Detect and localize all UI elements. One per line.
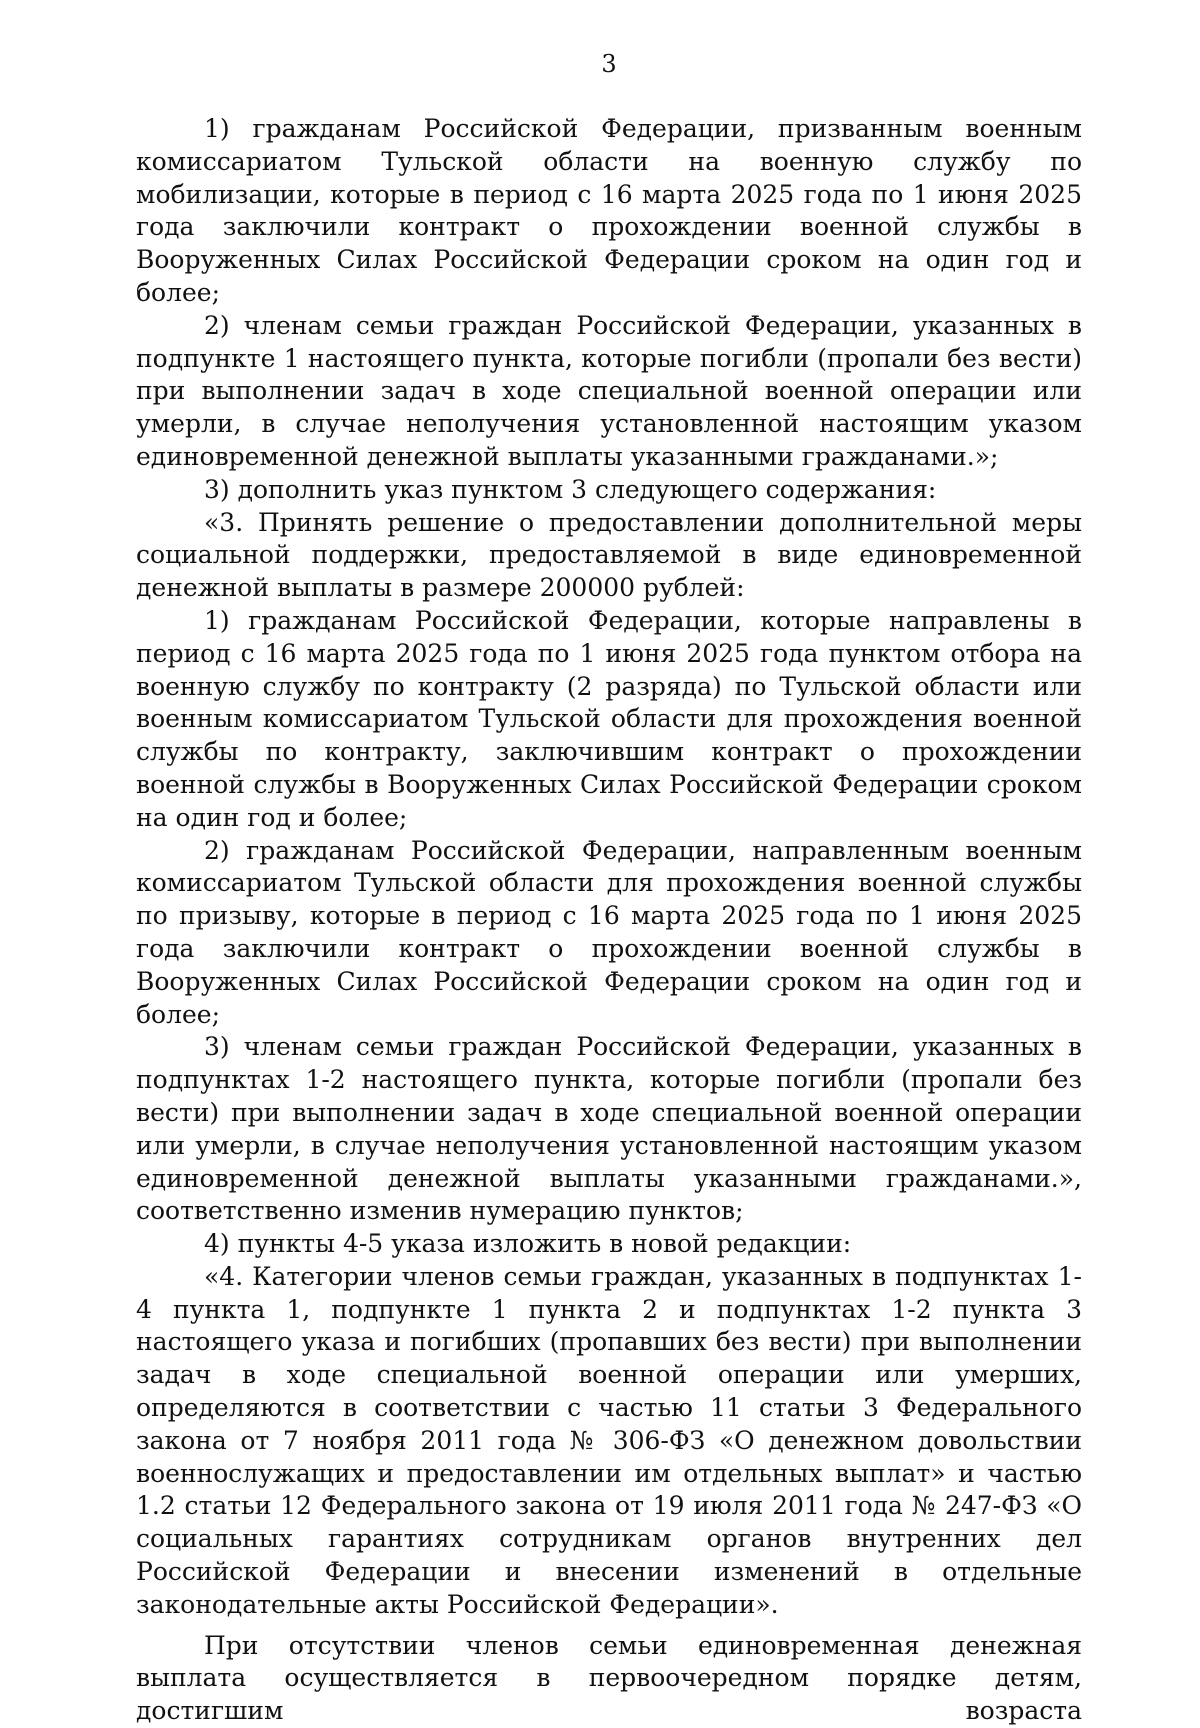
paragraph-1-citizens-mobilization: 1) гражданам Российской Федерации, призванным военным комиссариатом Тульской области на военную службу по мобилизации, которые в период с 16 марта 2025 года по 1 июня 2025 года заключили контракт о прохождении военной службы в Вооруженных Силах Российской Федерации сроком на один год и более;: [136, 114, 1082, 307]
paragraph-10-no-family-members: При отсутствии членов семьи единовременная денежная выплата осуществляется в первоочередном порядке детям, достигшим возраста: [136, 1630, 1082, 1726]
paragraph-8-points-revision: 4) пункты 4-5 указа изложить в новой редакции:: [204, 1229, 852, 1259]
paragraph-3-amend-decree: 3) дополнить указ пунктом 3 следующего содержания:: [204, 474, 937, 504]
paragraph-5-contract-citizens: 1) гражданам Российской Федерации, которые направлены в период с 16 марта 2025 года по 1 июня 2025 года пунктом отбора на военную службу по контракту (2 разряда) по Тульской области или военным комиссариатом Тульской области для прохождения военной службы по контракту, заключившим контракт о прохождении военной службы в Вооруженных Силах Российской Федерации сроком на один год и более;: [136, 605, 1082, 832]
paragraph-2-family-members: 2) членам семьи граждан Российской Федерации, указанных в подпункте 1 настоящего пункта, которые погибли (пропали без вести) при выполнении задач в ходе специальной военной операции или умерли, в случае неполучения установленной настоящим указом единовременной денежной выплаты указанными гражданами.»;: [136, 310, 1082, 471]
document-body: [136, 113, 1082, 1728]
paragraph-6-conscription-citizens: 2) гражданам Российской Федерации, направленным военным комиссариатом Тульской области для прохождения военной службы по призыву, которые в период с 16 марта 2025 года по 1 июня 2025 года заключили контракт о прохождении военной службы в Вооруженных Силах Российской Федерации сроком на один год и более;: [136, 835, 1082, 1029]
paragraph-7-family-members: 3) членам семьи граждан Российской Федерации, указанных в подпунктах 1-2 настоящего пункта, которые погибли (пропали без вести) при выполнении задач в ходе специальной военной операции или умерли, в случае неполучения установленной настоящим указом единовременной денежной выплаты указанными гражданами.», соответственно изменив нумерацию пунктов;: [136, 1032, 1082, 1226]
paragraph-9-family-categories: «4. Категории членов семьи граждан, указанных в подпунктах 1-4 пункта 1, подпункте 1 пункта 2 и подпунктах 1-2 пункта 3 настоящего указа и погибших (пропавших без вести) при выполнении задач в ходе специальной военной операции или умерших, определяются в соответствии с частью 11 статьи 3 Федерального закона от 7 ноября 2011 года № 306-ФЗ «О денежном довольствии военнослужащих и предоставлении им отдельных выплат» и частью 1.2 статьи 12 Федерального закона от 19 июля 2011 года № 247-ФЗ «О социальных гарантиях сотрудникам органов внутренних дел Российской Федерации и внесении изменений в отдельные законодательные акты Российской Федерации».: [136, 1261, 1082, 1619]
paragraph-4-support-measure: «3. Принять решение о предоставлении дополнительной меры социальной поддержки, предоставляемой в виде единовременной денежной выплаты в размере 200000 рублей:: [136, 507, 1082, 603]
page-number: 3: [601, 50, 617, 78]
